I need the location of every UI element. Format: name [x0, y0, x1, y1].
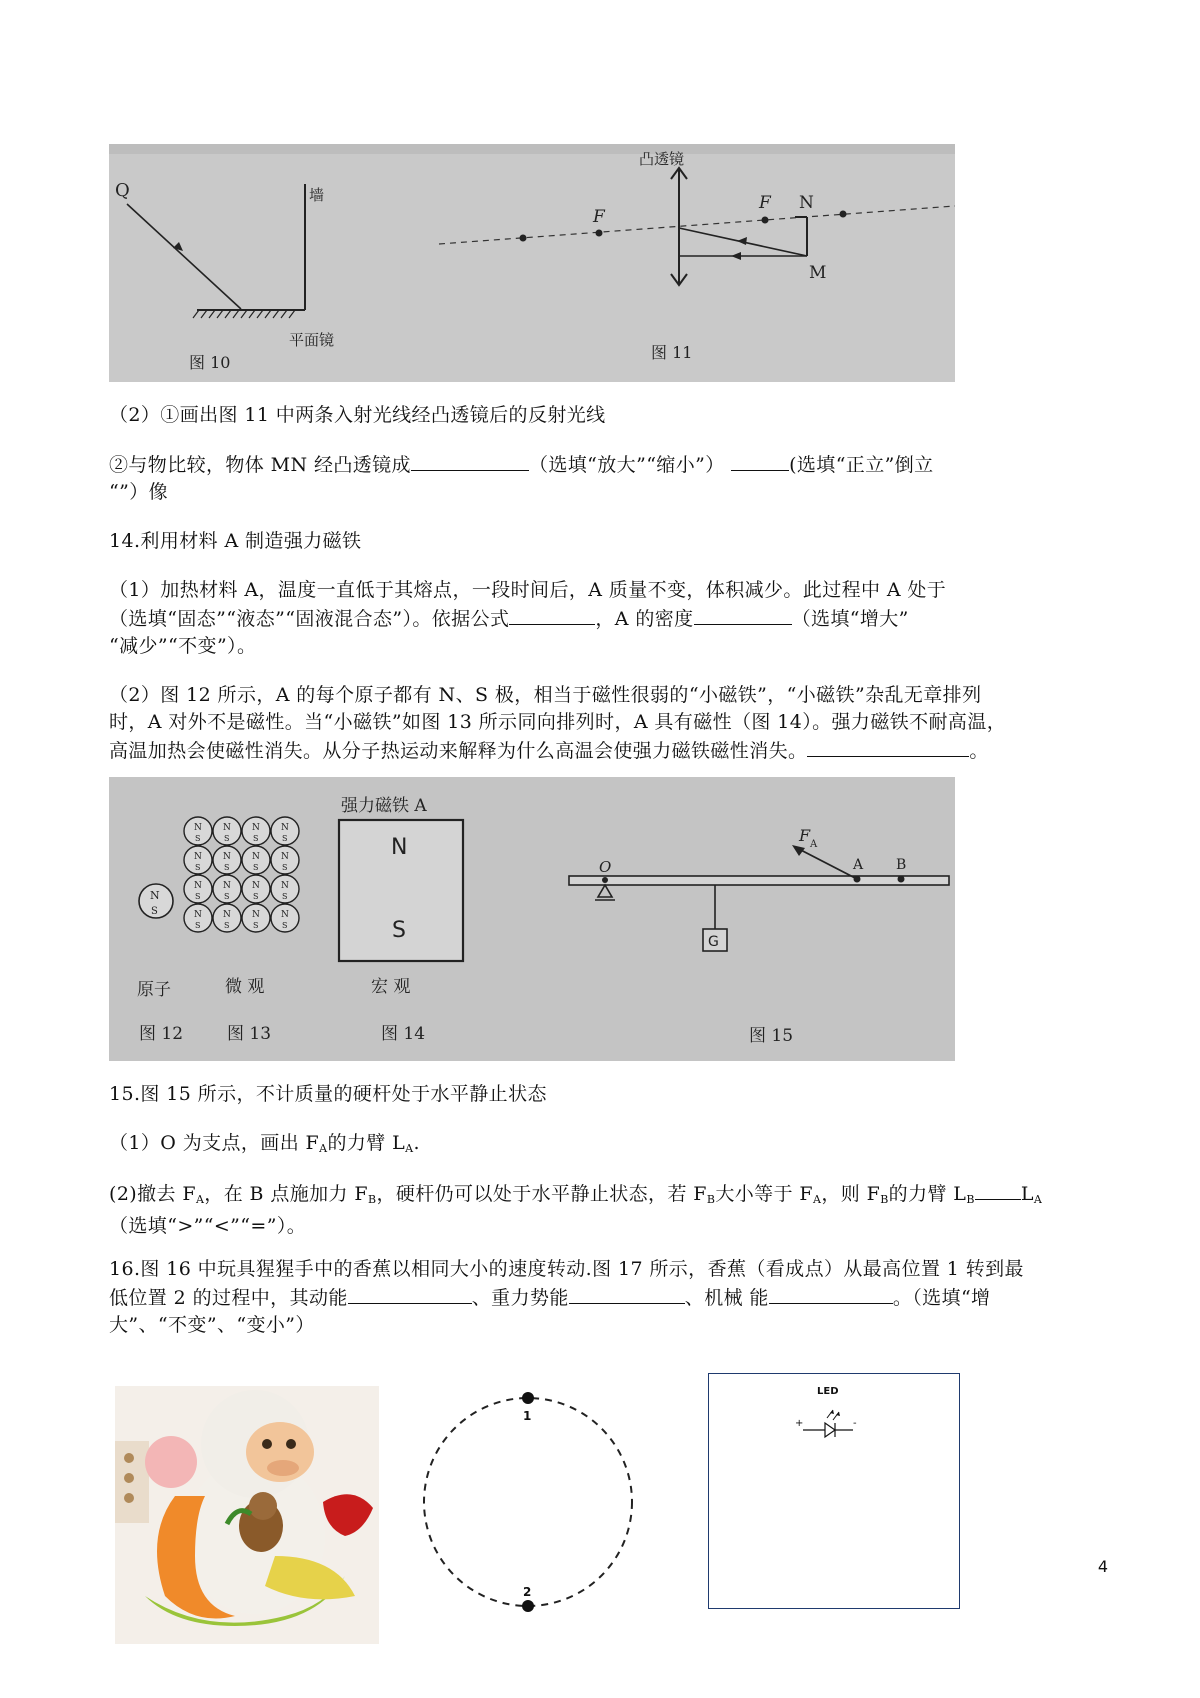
circle-point-2: 2 — [523, 1585, 532, 1599]
fig14-title: 强力磁铁 A — [341, 796, 427, 816]
fig14-north: N — [391, 835, 408, 860]
answer-blank[interactable] — [807, 736, 969, 757]
micro-atom-n: N — [223, 881, 231, 891]
answer-blank[interactable] — [569, 1283, 685, 1304]
figure-10-11 — [109, 144, 955, 382]
micro-atom-n: N — [281, 881, 289, 891]
fig15-weight: G — [708, 934, 719, 950]
micro-atom-s: S — [195, 921, 201, 930]
micro-atom-n: N — [281, 823, 289, 833]
q14-part1: （1）加热材料 A，温度一直低于其熔点，一段时间后，A 质量不变，体积减少。此过程中 A 处于 （选填“固态”“液态”“固液混合态”）。依据公式 ，A 的密度 （选填“增大” “减少”“不变”）。 — [109, 579, 947, 657]
q14-part2: （2）图 12 所示，A 的每个原子都有 N、S 极，相当于磁性很弱的“小磁铁”，“小磁铁”杂乱无章排列 时，A 对外不是磁性。当“小磁铁”如图 13 所示同向排列时，A 具有磁性（图 14）。强力磁铁不耐高温， 高温加热会使磁性消失。从分子热运动来解释为什么高温会使强力磁铁磁性消失。 。 — [109, 684, 1007, 762]
answer-blank[interactable] — [975, 1179, 1021, 1200]
rotation-circle-figure — [410, 1386, 650, 1616]
page-number: 4 — [1097, 1557, 1108, 1576]
fig10-mirror-label: 平面镜 — [289, 331, 335, 349]
micro-atom-s: S — [195, 892, 201, 901]
fig14-south: S — [392, 918, 406, 943]
answer-blank[interactable] — [509, 604, 595, 625]
answer-blank[interactable] — [411, 450, 529, 471]
q16-text: 16.图 16 中玩具猩猩手中的香蕉以相同大小的速度转动.图 17 所示，香蕉（看成点）从最高位置 1 转到最 低位置 2 的过程中，其动能 、重力势能 、机械 能 。（选填“增 大”、“不变”、“变小”） — [109, 1258, 1024, 1336]
micro-atom-s: S — [253, 892, 259, 901]
micro-atom-s: S — [282, 921, 288, 930]
micro-atom-s: S — [224, 863, 230, 872]
micro-atom-n: N — [252, 852, 260, 862]
fig11-focus-right: F — [759, 193, 771, 213]
figure-12-15 — [109, 777, 955, 1061]
atom-n: N — [150, 889, 160, 902]
fig10-point-q: Q — [115, 180, 130, 201]
q13-line1: （2）①画出图 11 中两条入射光线经凸透镜后的反射光线 — [109, 404, 606, 426]
led-minus: - — [853, 1418, 857, 1429]
fig15-caption: 图 15 — [749, 1026, 794, 1046]
fig15-force-sub: A — [810, 839, 818, 850]
answer-blank[interactable] — [769, 1283, 893, 1304]
fig11-focus-left: F — [593, 207, 605, 227]
micro-atom-n: N — [252, 881, 260, 891]
led-label: LED — [817, 1386, 839, 1397]
micro-atom-s: S — [253, 921, 259, 930]
q15-part2: (2)撤去 $F_A$，在 B 点施加力 $F_B$，硬杆仍可以处于水平静止状态，若 $F_B$大小等于 $F_A$，则 $F_B$的力臂 $L_B$ $L_A$ （选填“>”“<”“=”）。 — [109, 1179, 1099, 1240]
fig14-caption: 图 14 — [381, 1024, 426, 1044]
fig10-wall-label: 墙 — [309, 186, 325, 204]
toy-monkey-photo — [115, 1386, 379, 1644]
q14-title: 14.利用材料 A 制造强力磁铁 — [109, 530, 362, 552]
micro-atom-s: S — [253, 863, 259, 872]
micro-atom-s: S — [224, 834, 230, 843]
fig11-caption: 图 11 — [651, 343, 693, 362]
fig12-label: 原子 — [137, 980, 171, 1000]
answer-blank[interactable] — [731, 450, 789, 471]
circle-point-1: 1 — [523, 1409, 532, 1423]
micro-atom-n: N — [194, 910, 202, 920]
led-plus: + — [795, 1418, 804, 1429]
fig14-label: 宏 观 — [371, 977, 411, 997]
micro-atom-n: N — [223, 910, 231, 920]
atom-s: S — [151, 906, 158, 917]
micro-atom-s: S — [195, 834, 201, 843]
fig15-force: F — [799, 826, 811, 845]
micro-atom-s: S — [253, 834, 259, 843]
fig13-caption: 图 13 — [227, 1024, 272, 1044]
fig15-point-b: B — [896, 857, 907, 873]
q15-title: 15.图 15 所示，不计质量的硬杆处于水平静止状态 — [109, 1083, 547, 1105]
micro-atom-s: S — [195, 863, 201, 872]
fig11-point-n: N — [799, 193, 814, 213]
q13-line2: ②与物比较，物体 MN 经凸透镜成 （选填“放大”“缩小”） (选填“正立”倒立 “”）像 — [109, 450, 1099, 506]
fig15-point-a: A — [853, 857, 864, 873]
micro-atom-n: N — [281, 910, 289, 920]
micro-atom-n: N — [194, 881, 202, 891]
fig11-point-m: M — [809, 263, 827, 283]
micro-atom-s: S — [282, 834, 288, 843]
fig13-label: 微 观 — [225, 977, 265, 997]
micro-atom-s: S — [282, 863, 288, 872]
micro-atom-n: N — [223, 823, 231, 833]
q15-part1: （1）O 为支点，画出 $F_A$的力臂 $L_A$. — [109, 1132, 420, 1155]
answer-blank[interactable] — [694, 604, 792, 625]
fig12-caption: 图 12 — [139, 1024, 184, 1044]
fig11-lens-label: 凸透镜 — [639, 150, 685, 168]
micro-atom-n: N — [252, 823, 260, 833]
micro-atom-s: S — [224, 892, 230, 901]
micro-atom-n: N — [194, 823, 202, 833]
micro-atom-s: S — [282, 892, 288, 901]
answer-blank[interactable] — [348, 1283, 472, 1304]
micro-atom-s: S — [224, 921, 230, 930]
micro-atom-n: N — [194, 852, 202, 862]
micro-atom-n: N — [223, 852, 231, 862]
fig10-caption: 图 10 — [189, 353, 231, 372]
micro-atom-n: N — [252, 910, 260, 920]
micro-atom-n: N — [281, 852, 289, 862]
fig15-pivot: O — [599, 858, 612, 876]
led-box-figure — [708, 1373, 960, 1609]
